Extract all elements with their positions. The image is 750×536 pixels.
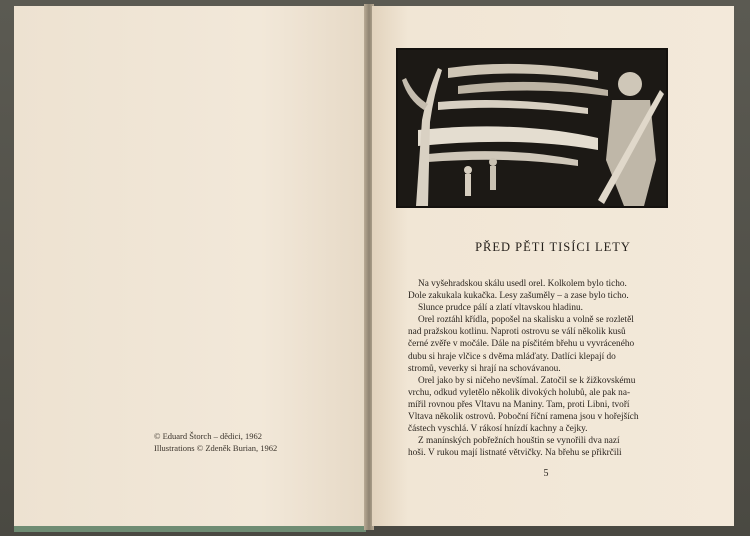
text-line: vrchu, odkud vyletělo několik divokých holubů, ale pak na- [408, 387, 631, 398]
woodcut-image [398, 50, 666, 206]
text-line: částech vyschlá. V rákosí hnízdí kachny a čejky. [408, 424, 588, 435]
text-line: nad pražskou kotlinu. Naproti ostrovu se válí několik kusů [408, 327, 626, 338]
page-number: 5 [543, 468, 549, 479]
left-page [14, 6, 366, 532]
right-page [372, 6, 734, 526]
text-line: Slunce prudce pálí a zlatí vltavskou hladinu. [418, 303, 583, 314]
chapter-title: PŘED PĚTI TISÍCI LETY [475, 240, 631, 254]
text-line: Orel roztáhl křídla, popošel na skalisku a volně se rozletěl [418, 315, 634, 326]
text-line: Na vyšehradskou skálu usedl orel. Kolkolem bylo ticho. [418, 279, 627, 289]
text-line: Vltava několik ostrovů. Poboční říční ramena jsou v hořejších [408, 412, 639, 423]
copyright-line-author: © Eduard Štorch – dědici, 1962 [154, 431, 262, 441]
copyright-line-illustrations: Illustrations © Zdeněk Burian, 1962 [154, 443, 278, 453]
copyright-notice [154, 430, 314, 454]
text-line: stromů, veverky si hrají na schovávanou. [408, 363, 561, 374]
text-line: Orel jako by si ničeho nevšímal. Zatočil se k žižkovskému [418, 375, 636, 386]
text-line: černé zvěře v močále. Dále na písčitém břehu u vyvráceného [408, 339, 635, 350]
text-line: Z manínských pobřežních houštin se vynořili dva nazí [418, 436, 620, 447]
text-line: mířil rovnou přes Vltavu na Maniny. Tam, proti Libni, tvoří [408, 399, 630, 410]
text-line: Dole zakukala kukačka. Lesy zašuměly – a zase bylo ticho. [408, 291, 629, 302]
text-line: dubu si hraje vlčice s dvěma mláďaty. Datlíci klepají do [408, 351, 616, 362]
woodcut-illustration [396, 48, 668, 208]
text-line: hoši. V rukou mají listnaté větvičky. Na břehu se přikrčili [408, 448, 622, 459]
body-text [408, 278, 690, 459]
